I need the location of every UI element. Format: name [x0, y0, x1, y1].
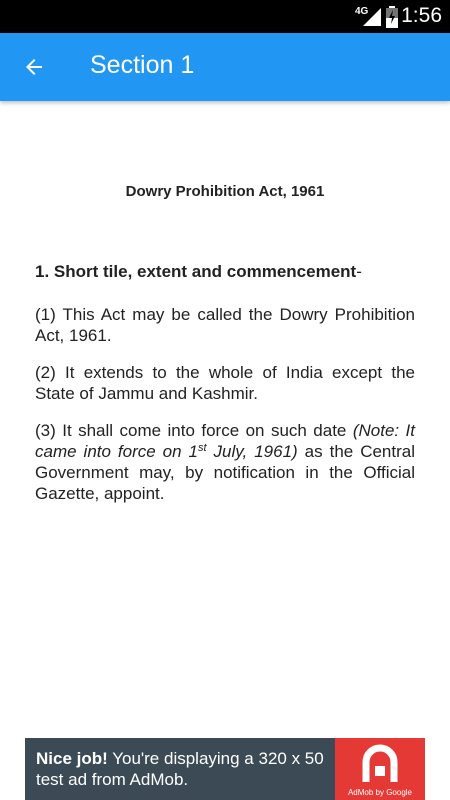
ad-headline: Nice job! — [36, 749, 108, 768]
ad-text — [36, 748, 336, 790]
document-title: Dowry Prohibition Act, 1961 — [125, 183, 325, 200]
arrow-back-icon — [22, 55, 46, 79]
paragraph-3 — [35, 420, 415, 504]
clock: 1:56 — [401, 4, 442, 27]
admob-icon — [362, 744, 398, 784]
paragraph-1: (1) This Act may be called the Dowry Prohibition Act, 1961. — [35, 305, 415, 345]
paragraph-3-suffix: as the Central Government may, by notification in the Official Gazette, appoint. — [35, 442, 416, 503]
section-heading — [35, 262, 415, 282]
section-heading-text: 1. Short tile, extent and commencement — [35, 262, 357, 281]
section-heading-suffix: - — [356, 262, 362, 281]
paragraph-2: (2) It extends to the whole of India except the State of Jammu and Kashmir. — [35, 363, 415, 403]
ad-body: You're displaying a 320 x 50 test ad from AdMob. — [36, 749, 324, 789]
ad-banner[interactable] — [25, 738, 425, 800]
app-bar — [0, 33, 450, 101]
paragraph-3-prefix: (3) It shall come into force on such date — [35, 421, 353, 440]
network-type: 4G — [355, 6, 369, 17]
ad-caption: AdMob by Google — [347, 788, 413, 797]
note-superscript: st — [198, 442, 207, 454]
note-text-after: July, 1961) — [206, 442, 298, 461]
admob-logo — [335, 738, 425, 800]
document-content — [35, 101, 415, 504]
note-text-before: (Note: It came into force on 1 — [35, 421, 416, 461]
back-button[interactable] — [14, 47, 54, 87]
page-title: Section 1 — [90, 51, 195, 79]
battery-charging-icon — [386, 6, 398, 28]
status-bar — [0, 0, 450, 33]
signal-icon — [363, 8, 381, 26]
